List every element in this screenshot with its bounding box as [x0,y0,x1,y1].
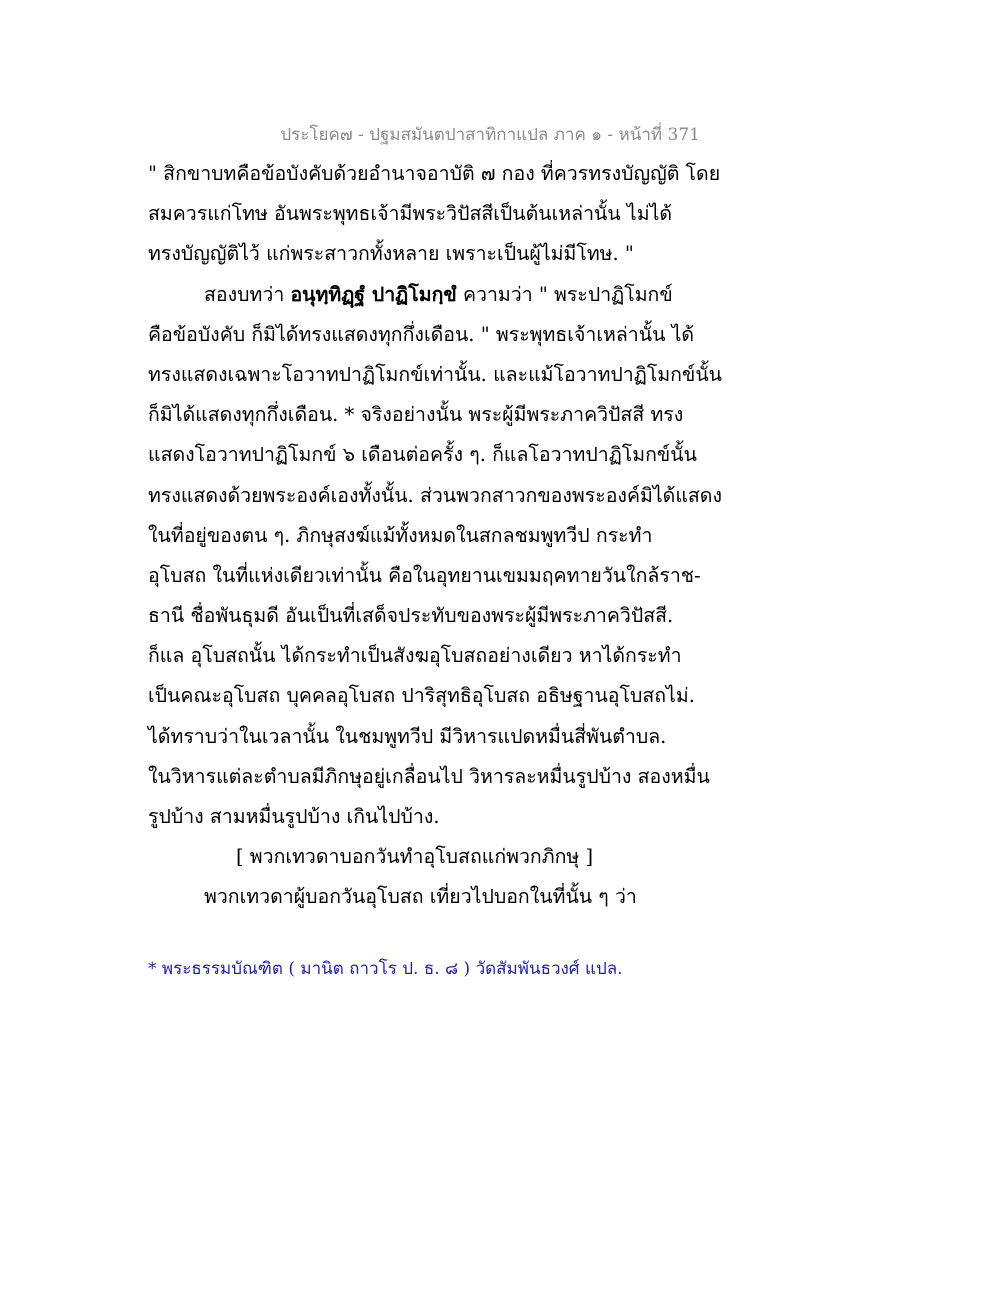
text-line: แสดงโอวาทปาฏิโมกข์ ๖ เดือนต่อครั้ง ๆ. ก็แลโอวาทปาฏิโมกข์นั้น [148,443,697,467]
text-line: สมควรแก่โทษ อันพระพุทธเจ้ามีพระวิปัสสีเป็นต้นเหล่านั้น ไม่ได้ [148,202,673,226]
running-header: ประโยค๗ - ปฐมสมันตปาสาทิกาแปล ภาค ๑ - หน้าที่ 371 [280,125,700,145]
text-line: ก็แล อุโบสถนั้น ได้กระทำเป็นสังฆอุโบสถอย่างเดียว หาได้กระทำ [148,644,682,668]
text-line: ทรงแสดงเฉพาะโอวาทปาฏิโมกข์เท่านั้น. และแม้โอวาทปาฏิโมกข์นั้น [148,362,722,386]
paragraph-opening-line [148,275,728,315]
paragraph-lead: สองบทว่า [204,282,291,306]
translator-footnote: * พระธรรมบัณฑิต ( มานิต ถาวโร ป. ธ. ๘ ) วัดสัมพันธวงศ์ แปล. [148,959,623,979]
section-subheading: [ พวกเทวดาบอกวันทำอุโบสถแก่พวกภิกษุ ] [236,845,594,869]
text-line: ก็มิได้แสดงทุกกึ่งเดือน. * จริงอย่างนั้น พระผู้มีพระภาควิปัสสี ทรง [148,403,684,427]
text-line: ในวิหารแต่ละตำบลมีภิกษุอยู่เกลื่อนไป วิหารละหมื่นรูปบ้าง สองหมื่น [148,764,710,788]
page-body [148,154,728,918]
text-line: ทรงบัญญัติไว้ แก่พระสาวกทั้งหลาย เพราะเป็นผู้ไม่มีโทษ. " [148,242,634,266]
text-line: ธานี ชื่อพันธุมดี อันเป็นที่เสด็จประทับของพระผู้มีพระภาควิปัสสี. [148,604,674,628]
text-line: รูปบ้าง สามหมื่นรูปบ้าง เกินไปบ้าง. [148,805,440,828]
text-line: พวกเทวดาผู้บอกวันอุโบสถ เที่ยวไปบอกในที่นั้น ๆ ว่า [204,885,637,909]
text-line: เป็นคณะอุโบสถ บุคคลอุโบสถ ปาริสุทธิอุโบสถ อธิษฐานอุโบสถไม่. [148,684,695,708]
text-line: ได้ทราบว่าในเวลานั้น ในชมพูทวีป มีวิหารแปดหมื่นสี่พันตำบล. [148,724,667,748]
text-line: อุโบสถ ในที่แห่งเดียวเท่านั้น คือในอุทยานเขมมฤคทายวันใกล้ราช- [148,563,701,587]
paragraph-lead-tail: ความว่า " พระปาฏิโมกข์ [456,282,673,306]
pali-term: อนุทฺทิฏฺฐํ ปาฏิโมกฺขํ [290,282,457,306]
text-line: คือข้อบังคับ ก็มิได้ทรงแสดงทุกกึ่งเดือน. " พระพุทธเจ้าเหล่านั้น ได้ [148,322,695,346]
text-line: " สิกขาบทคือข้อบังคับด้วยอำนาจอาบัติ ๗ กอง ที่ควรทรงบัญญัติ โดย [148,162,721,185]
text-line: ในที่อยู่ของตน ๆ. ภิกษุสงฆ์แม้ทั้งหมดในสกลชมพูทวีป กระทำ [148,523,653,547]
text-line: ทรงแสดงด้วยพระองค์เองทั้งนั้น. ส่วนพวกสาวกของพระองค์มิได้แสดง [148,483,722,507]
